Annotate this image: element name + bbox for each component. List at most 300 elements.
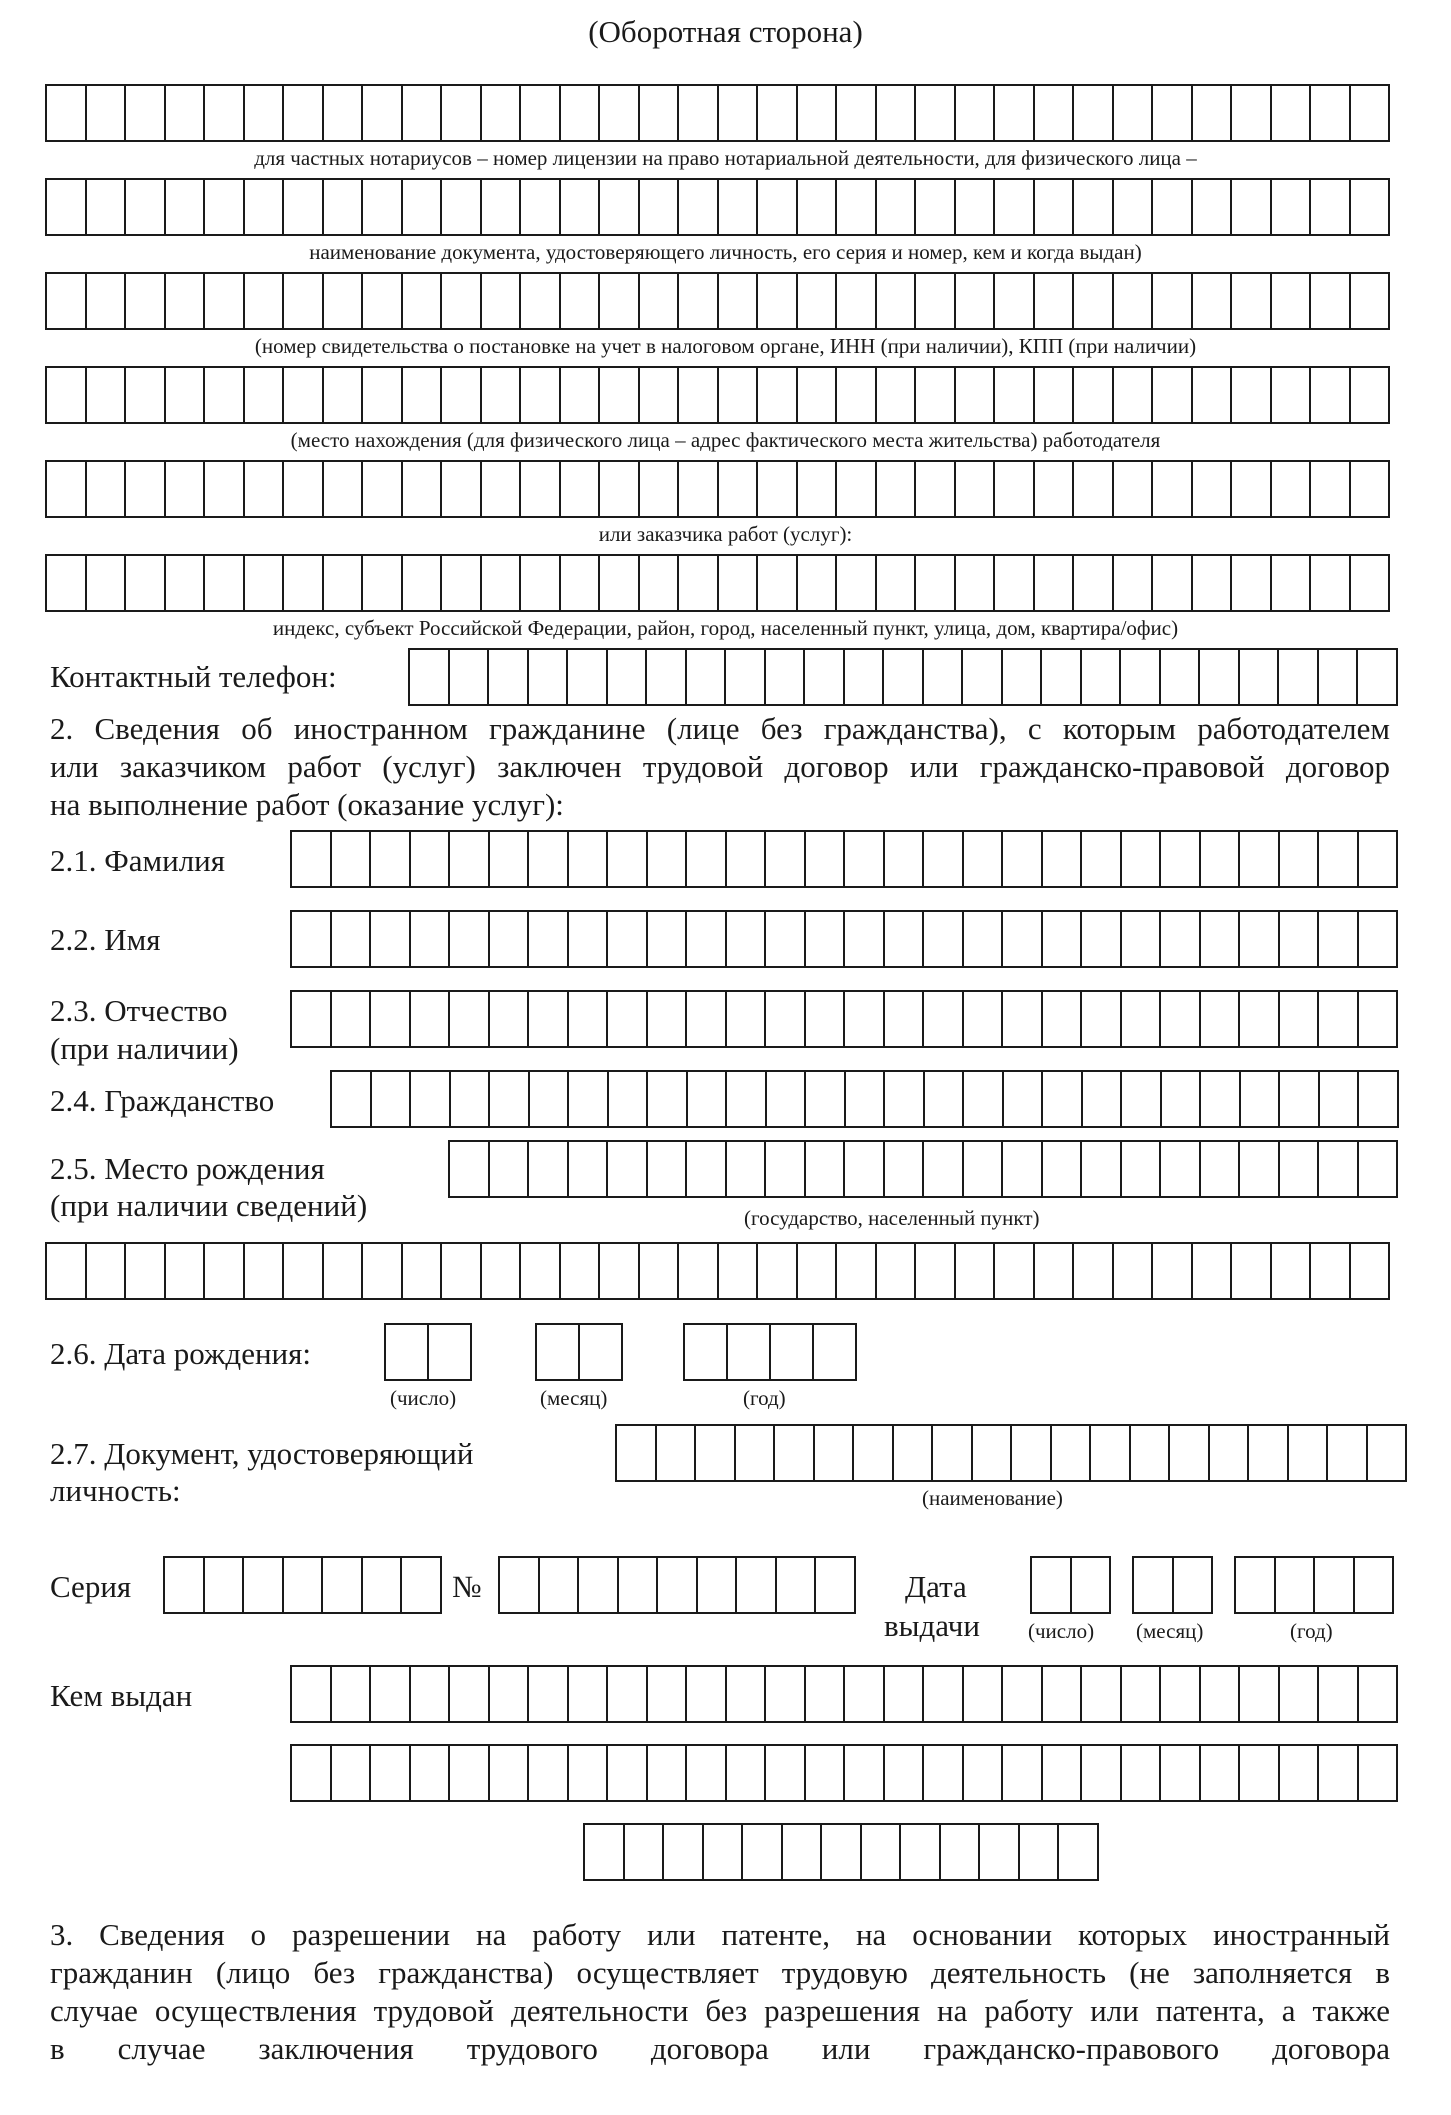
char-cell[interactable] [245, 178, 285, 236]
char-cell[interactable] [1043, 1140, 1083, 1198]
char-cell[interactable] [845, 1140, 885, 1198]
char-cell[interactable] [1210, 1424, 1250, 1482]
char-cell[interactable] [758, 178, 798, 236]
char-cell[interactable] [640, 272, 680, 330]
char-cell[interactable] [450, 1744, 490, 1802]
char-cell[interactable] [1161, 990, 1201, 1048]
char-cell[interactable] [1232, 178, 1272, 236]
char-cell[interactable] [877, 554, 917, 612]
char-cell[interactable] [403, 460, 443, 518]
char-cell[interactable] [609, 1070, 649, 1128]
char-cell[interactable] [1074, 554, 1114, 612]
char-cell[interactable] [956, 366, 996, 424]
char-cell[interactable] [837, 554, 877, 612]
birth-year-grid[interactable] [683, 1323, 857, 1381]
char-cell[interactable] [798, 554, 838, 612]
char-cell[interactable] [845, 830, 885, 888]
char-cell[interactable] [924, 990, 964, 1048]
char-cell[interactable] [1272, 366, 1312, 424]
char-cell[interactable] [1003, 1665, 1043, 1723]
char-cell[interactable] [1114, 272, 1154, 330]
char-cell[interactable] [916, 84, 956, 142]
issue-year-grid[interactable] [1234, 1556, 1394, 1614]
char-cell[interactable] [580, 1323, 623, 1381]
employer-row-3-grid[interactable] [45, 272, 1390, 330]
char-cell[interactable] [758, 460, 798, 518]
char-cell[interactable] [569, 1070, 609, 1128]
char-cell[interactable] [284, 178, 324, 236]
char-cell[interactable] [704, 1823, 744, 1881]
char-cell[interactable] [1074, 460, 1114, 518]
char-cell[interactable] [324, 554, 364, 612]
char-cell[interactable] [1240, 1665, 1280, 1723]
char-cell[interactable] [679, 178, 719, 236]
char-cell[interactable] [1240, 1140, 1280, 1198]
char-cell[interactable] [332, 1744, 372, 1802]
char-cell[interactable] [1114, 460, 1154, 518]
char-cell[interactable] [1153, 366, 1193, 424]
char-cell[interactable] [47, 554, 87, 612]
char-cell[interactable] [956, 1242, 996, 1300]
char-cell[interactable] [1153, 272, 1193, 330]
char-cell[interactable] [995, 84, 1035, 142]
char-cell[interactable] [698, 1556, 738, 1614]
char-cell[interactable] [1074, 366, 1114, 424]
char-cell[interactable] [1319, 1665, 1359, 1723]
char-cell[interactable] [1032, 1556, 1072, 1614]
char-cell[interactable] [482, 1242, 522, 1300]
char-cell[interactable] [450, 990, 490, 1048]
char-cell[interactable] [736, 1424, 776, 1482]
char-cell[interactable] [1082, 1744, 1122, 1802]
char-cell[interactable] [87, 84, 127, 142]
char-cell[interactable] [1122, 1744, 1162, 1802]
char-cell[interactable] [87, 366, 127, 424]
char-cell[interactable] [450, 648, 490, 706]
char-cell[interactable] [1082, 910, 1122, 968]
char-cell[interactable] [324, 1242, 364, 1300]
char-cell[interactable] [529, 1744, 569, 1802]
char-cell[interactable] [126, 460, 166, 518]
document-name-grid[interactable] [615, 1424, 1407, 1482]
char-cell[interactable] [1201, 1070, 1241, 1128]
char-cell[interactable] [166, 366, 206, 424]
char-cell[interactable] [1319, 990, 1359, 1048]
char-cell[interactable] [964, 1140, 1004, 1198]
char-cell[interactable] [640, 178, 680, 236]
char-cell[interactable] [806, 1744, 846, 1802]
char-cell[interactable] [363, 460, 403, 518]
char-cell[interactable] [964, 990, 1004, 1048]
char-cell[interactable] [1003, 648, 1043, 706]
char-cell[interactable] [1161, 1744, 1201, 1802]
char-cell[interactable] [885, 1744, 925, 1802]
char-cell[interactable] [995, 178, 1035, 236]
char-cell[interactable] [727, 1665, 767, 1723]
char-cell[interactable] [1241, 1070, 1281, 1128]
char-cell[interactable] [521, 554, 561, 612]
char-cell[interactable] [482, 272, 522, 330]
char-cell[interactable] [973, 1424, 1013, 1482]
char-cell[interactable] [429, 1323, 472, 1381]
char-cell[interactable] [1351, 366, 1391, 424]
char-cell[interactable] [1114, 1242, 1154, 1300]
char-cell[interactable] [1328, 1424, 1368, 1482]
char-cell[interactable] [726, 648, 766, 706]
char-cell[interactable] [411, 1665, 451, 1723]
char-cell[interactable] [1035, 554, 1075, 612]
char-cell[interactable] [964, 1665, 1004, 1723]
char-cell[interactable] [877, 366, 917, 424]
char-cell[interactable] [885, 910, 925, 968]
issued-by-grid-3[interactable] [583, 1823, 1099, 1881]
char-cell[interactable] [815, 1424, 855, 1482]
char-cell[interactable] [442, 1242, 482, 1300]
char-cell[interactable] [1280, 1665, 1320, 1723]
char-cell[interactable] [371, 1665, 411, 1723]
char-cell[interactable] [47, 1242, 87, 1300]
char-cell[interactable] [758, 272, 798, 330]
char-cell[interactable] [719, 554, 759, 612]
char-cell[interactable] [1359, 1744, 1399, 1802]
char-cell[interactable] [1359, 1665, 1399, 1723]
char-cell[interactable] [1003, 1744, 1043, 1802]
char-cell[interactable] [363, 178, 403, 236]
char-cell[interactable] [166, 178, 206, 236]
number-grid[interactable] [498, 1556, 856, 1614]
char-cell[interactable] [657, 1424, 697, 1482]
char-cell[interactable] [1122, 1665, 1162, 1723]
char-cell[interactable] [608, 990, 648, 1048]
char-cell[interactable] [442, 272, 482, 330]
char-cell[interactable] [561, 460, 601, 518]
char-cell[interactable] [1043, 990, 1083, 1048]
char-cell[interactable] [1280, 910, 1320, 968]
char-cell[interactable] [648, 1070, 688, 1128]
char-cell[interactable] [924, 1744, 964, 1802]
char-cell[interactable] [877, 178, 917, 236]
char-cell[interactable] [521, 460, 561, 518]
char-cell[interactable] [894, 1424, 934, 1482]
char-cell[interactable] [521, 272, 561, 330]
char-cell[interactable] [1122, 1140, 1162, 1198]
char-cell[interactable] [569, 990, 609, 1048]
char-cell[interactable] [956, 178, 996, 236]
char-cell[interactable] [1074, 84, 1114, 142]
char-cell[interactable] [371, 990, 411, 1048]
char-cell[interactable] [845, 910, 885, 968]
issue-month-grid[interactable] [1132, 1556, 1213, 1614]
char-cell[interactable] [1311, 460, 1351, 518]
char-cell[interactable] [363, 272, 403, 330]
char-cell[interactable] [1240, 1744, 1280, 1802]
char-cell[interactable] [1122, 990, 1162, 1048]
char-cell[interactable] [822, 1823, 862, 1881]
char-cell[interactable] [1193, 554, 1233, 612]
char-cell[interactable] [1082, 830, 1122, 888]
char-cell[interactable] [737, 1556, 777, 1614]
char-cell[interactable] [363, 1242, 403, 1300]
char-cell[interactable] [1035, 1242, 1075, 1300]
char-cell[interactable] [727, 1744, 767, 1802]
char-cell[interactable] [956, 554, 996, 612]
char-cell[interactable] [482, 554, 522, 612]
char-cell[interactable] [719, 460, 759, 518]
char-cell[interactable] [1351, 554, 1391, 612]
patronymic-grid[interactable] [290, 990, 1398, 1048]
char-cell[interactable] [640, 554, 680, 612]
issue-day-grid[interactable] [1030, 1556, 1111, 1614]
char-cell[interactable] [568, 648, 608, 706]
char-cell[interactable] [1193, 1242, 1233, 1300]
char-cell[interactable] [617, 1424, 657, 1482]
char-cell[interactable] [1240, 648, 1280, 706]
issued-by-grid-1[interactable] [290, 1665, 1398, 1723]
char-cell[interactable] [885, 990, 925, 1048]
char-cell[interactable] [648, 830, 688, 888]
char-cell[interactable] [442, 366, 482, 424]
char-cell[interactable] [1121, 648, 1161, 706]
char-cell[interactable] [995, 460, 1035, 518]
char-cell[interactable] [766, 1665, 806, 1723]
char-cell[interactable] [166, 84, 206, 142]
char-cell[interactable] [600, 366, 640, 424]
char-cell[interactable] [727, 990, 767, 1048]
char-cell[interactable] [245, 366, 285, 424]
char-cell[interactable] [719, 366, 759, 424]
char-cell[interactable] [482, 366, 522, 424]
char-cell[interactable] [837, 366, 877, 424]
char-cell[interactable] [1082, 990, 1122, 1048]
char-cell[interactable] [1161, 1140, 1201, 1198]
char-cell[interactable] [1232, 1242, 1272, 1300]
char-cell[interactable] [648, 1744, 688, 1802]
char-cell[interactable] [284, 1556, 324, 1614]
char-cell[interactable] [490, 910, 530, 968]
char-cell[interactable] [687, 1744, 727, 1802]
char-cell[interactable] [245, 1242, 285, 1300]
char-cell[interactable] [126, 272, 166, 330]
char-cell[interactable] [1279, 648, 1319, 706]
char-cell[interactable] [1043, 910, 1083, 968]
char-cell[interactable] [1091, 1424, 1131, 1482]
char-cell[interactable] [529, 1140, 569, 1198]
char-cell[interactable] [1280, 830, 1320, 888]
char-cell[interactable] [837, 178, 877, 236]
char-cell[interactable] [1162, 1070, 1202, 1128]
char-cell[interactable] [561, 366, 601, 424]
char-cell[interactable] [284, 1242, 324, 1300]
char-cell[interactable] [371, 1744, 411, 1802]
char-cell[interactable] [758, 554, 798, 612]
char-cell[interactable] [980, 1823, 1020, 1881]
char-cell[interactable] [403, 1242, 443, 1300]
char-cell[interactable] [1351, 460, 1391, 518]
char-cell[interactable] [916, 272, 956, 330]
char-cell[interactable] [1232, 460, 1272, 518]
char-cell[interactable] [521, 1242, 561, 1300]
char-cell[interactable] [1193, 366, 1233, 424]
char-cell[interactable] [165, 1556, 205, 1614]
char-cell[interactable] [956, 460, 996, 518]
char-cell[interactable] [569, 1665, 609, 1723]
char-cell[interactable] [816, 1556, 856, 1614]
char-cell[interactable] [846, 1070, 886, 1128]
char-cell[interactable] [126, 366, 166, 424]
char-cell[interactable] [403, 366, 443, 424]
char-cell[interactable] [727, 1140, 767, 1198]
char-cell[interactable] [126, 1242, 166, 1300]
char-cell[interactable] [561, 554, 601, 612]
char-cell[interactable] [442, 178, 482, 236]
char-cell[interactable] [482, 84, 522, 142]
char-cell[interactable] [205, 554, 245, 612]
char-cell[interactable] [482, 460, 522, 518]
employer-row-1-grid[interactable] [45, 84, 1390, 142]
char-cell[interactable] [625, 1823, 665, 1881]
char-cell[interactable] [1083, 1070, 1123, 1128]
char-cell[interactable] [87, 460, 127, 518]
char-cell[interactable] [916, 1242, 956, 1300]
char-cell[interactable] [411, 830, 451, 888]
char-cell[interactable] [619, 1556, 659, 1614]
char-cell[interactable] [1201, 1140, 1241, 1198]
contact-phone-grid[interactable] [408, 648, 1398, 706]
char-cell[interactable] [837, 272, 877, 330]
char-cell[interactable] [924, 1140, 964, 1198]
char-cell[interactable] [719, 1242, 759, 1300]
char-cell[interactable] [284, 554, 324, 612]
char-cell[interactable] [450, 910, 490, 968]
char-cell[interactable] [1161, 830, 1201, 888]
char-cell[interactable] [1359, 990, 1399, 1048]
char-cell[interactable] [658, 1556, 698, 1614]
char-cell[interactable] [1131, 1424, 1171, 1482]
char-cell[interactable] [1153, 1242, 1193, 1300]
char-cell[interactable] [924, 648, 964, 706]
char-cell[interactable] [608, 830, 648, 888]
char-cell[interactable] [490, 1140, 530, 1198]
char-cell[interactable] [1043, 830, 1083, 888]
birth-day-grid[interactable] [384, 1323, 472, 1381]
char-cell[interactable] [600, 460, 640, 518]
char-cell[interactable] [885, 1140, 925, 1198]
char-cell[interactable] [1035, 460, 1075, 518]
char-cell[interactable] [1359, 1140, 1399, 1198]
char-cell[interactable] [1174, 1556, 1214, 1614]
char-cell[interactable] [489, 648, 529, 706]
char-cell[interactable] [1232, 84, 1272, 142]
char-cell[interactable] [719, 272, 759, 330]
char-cell[interactable] [837, 460, 877, 518]
char-cell[interactable] [324, 272, 364, 330]
char-cell[interactable] [933, 1424, 973, 1482]
char-cell[interactable] [490, 990, 530, 1048]
char-cell[interactable] [1358, 648, 1398, 706]
char-cell[interactable] [490, 1070, 530, 1128]
char-cell[interactable] [1315, 1556, 1355, 1614]
char-cell[interactable] [205, 366, 245, 424]
char-cell[interactable] [1035, 84, 1075, 142]
char-cell[interactable] [1319, 910, 1359, 968]
char-cell[interactable] [403, 554, 443, 612]
char-cell[interactable] [402, 1556, 442, 1614]
char-cell[interactable] [1276, 1556, 1316, 1614]
char-cell[interactable] [166, 554, 206, 612]
char-cell[interactable] [411, 1744, 451, 1802]
char-cell[interactable] [885, 830, 925, 888]
char-cell[interactable] [1035, 178, 1075, 236]
char-cell[interactable] [806, 1070, 846, 1128]
char-cell[interactable] [837, 84, 877, 142]
char-cell[interactable] [1355, 1556, 1395, 1614]
char-cell[interactable] [1289, 1424, 1329, 1482]
char-cell[interactable] [529, 990, 569, 1048]
char-cell[interactable] [1153, 554, 1193, 612]
char-cell[interactable] [806, 1665, 846, 1723]
char-cell[interactable] [292, 910, 332, 968]
char-cell[interactable] [126, 554, 166, 612]
char-cell[interactable] [964, 1744, 1004, 1802]
char-cell[interactable] [245, 84, 285, 142]
char-cell[interactable] [995, 366, 1035, 424]
char-cell[interactable] [743, 1823, 783, 1881]
char-cell[interactable] [1232, 366, 1272, 424]
char-cell[interactable] [205, 1556, 245, 1614]
char-cell[interactable] [884, 648, 924, 706]
char-cell[interactable] [1200, 648, 1240, 706]
char-cell[interactable] [1249, 1424, 1289, 1482]
char-cell[interactable] [521, 84, 561, 142]
char-cell[interactable] [766, 648, 806, 706]
char-cell[interactable] [640, 366, 680, 424]
char-cell[interactable] [679, 460, 719, 518]
char-cell[interactable] [245, 460, 285, 518]
char-cell[interactable] [1052, 1424, 1092, 1482]
char-cell[interactable] [727, 1070, 767, 1128]
char-cell[interactable] [205, 460, 245, 518]
char-cell[interactable] [205, 1242, 245, 1300]
char-cell[interactable] [126, 84, 166, 142]
char-cell[interactable] [411, 910, 451, 968]
char-cell[interactable] [963, 648, 1003, 706]
char-cell[interactable] [648, 1140, 688, 1198]
char-cell[interactable] [1082, 1140, 1122, 1198]
char-cell[interactable] [1319, 1744, 1359, 1802]
char-cell[interactable] [490, 830, 530, 888]
char-cell[interactable] [995, 1242, 1035, 1300]
char-cell[interactable] [600, 1242, 640, 1300]
char-cell[interactable] [450, 830, 490, 888]
char-cell[interactable] [719, 84, 759, 142]
char-cell[interactable] [561, 1242, 601, 1300]
char-cell[interactable] [292, 1665, 332, 1723]
char-cell[interactable] [1114, 554, 1154, 612]
char-cell[interactable] [284, 84, 324, 142]
char-cell[interactable] [490, 1665, 530, 1723]
char-cell[interactable] [1074, 1242, 1114, 1300]
char-cell[interactable] [1320, 1070, 1360, 1128]
char-cell[interactable] [561, 84, 601, 142]
char-cell[interactable] [166, 460, 206, 518]
char-cell[interactable] [901, 1823, 941, 1881]
char-cell[interactable] [1280, 1744, 1320, 1802]
char-cell[interactable] [1232, 554, 1272, 612]
char-cell[interactable] [1240, 830, 1280, 888]
char-cell[interactable] [845, 990, 885, 1048]
char-cell[interactable] [1074, 272, 1114, 330]
char-cell[interactable] [964, 1070, 1004, 1128]
